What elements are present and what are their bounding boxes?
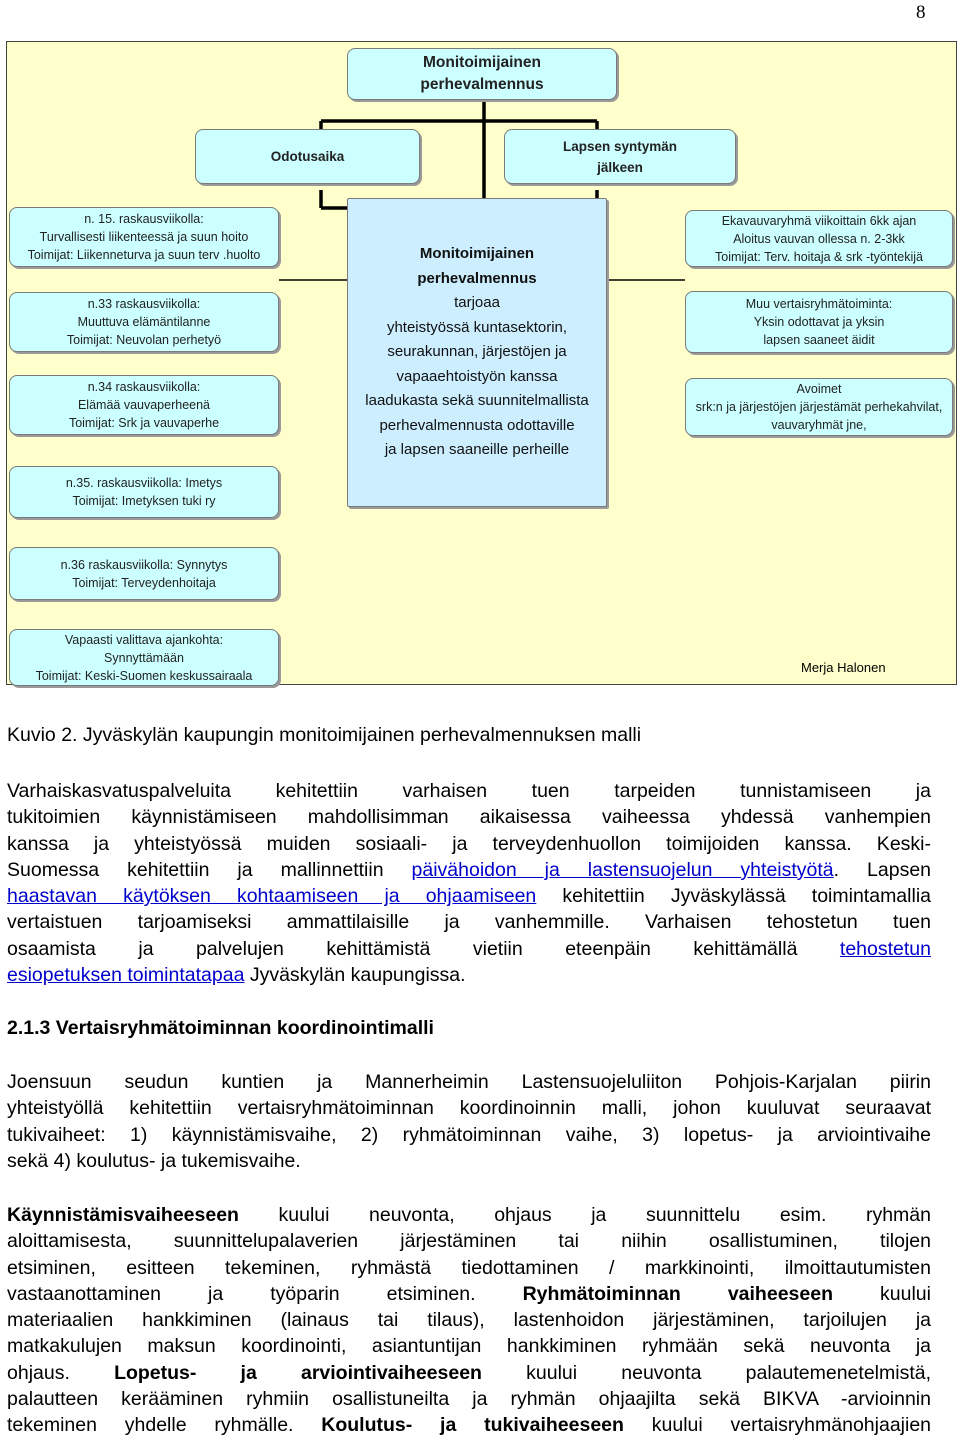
top-box: Monitoimijainen perhevalmennus	[347, 48, 617, 100]
link-intensified-preschool-1[interactable]: tehostetun	[839, 937, 931, 960]
page-number: 8	[916, 2, 926, 23]
pregnancy-box: Odotusaika	[195, 129, 420, 184]
link-challenging-behaviour[interactable]: haastavan käytöksen kohtaamiseen ja ohjaamiseen	[7, 885, 537, 908]
section-heading: 2.1.3 Vertaisryhmätoiminnan koordinointimalli	[7, 1017, 434, 1039]
right-box-peer-groups: Muu vertaisryhmätoiminta: Yksin odottavat ja yksin lapsen saaneet äidit	[685, 291, 953, 353]
diagram-panel	[6, 41, 957, 685]
figure-caption: Kuvio 2. Jyväskylän kaupungin monitoimijainen perhevalmennuksen malli	[7, 724, 642, 746]
diagram-signature: Merja Halonen	[801, 660, 886, 675]
paragraph-early-support: Varhaiskasvatuspalveluita kehitettiin varhaisen tuen tarpeiden tunnistamiseen ja tukitoimien käynnistämiseen mahdollisimman aikaisessa vaiheessa yhdessä vanhempien kanssa ja yhteistyössä muiden sosiaali- ja terveydenhuollon toimijoiden kanssa. Keski- Suomessa kehitettiin ja mallinnettiin päivähoidon ja lastensuojelun yhteistyötä. Lapsen haastavan käytöksen kohtaamiseen ja ohjaamiseen kehitettiin Jyväskylässä toimintamallia vertaistuen tarjoamiseksi ammattilaisille ja vanhemmille. Varhaisen tehostetun tuen osaamista ja palvelujen kehittämistä vietiin eteenpäin kehittämällä tehostetun esiopetuksen toimintatapaa Jyväskylän kaupungissa.	[7, 780, 932, 987]
paragraph-coordination-model: Joensuun seudun kuntien ja Mannerheimin Lastensuojeluliiton Pohjois-Karjalan piirin yhteistyöllä kehitettiin vertaisryhmätoiminnan koordinoinnin malli, johon kuuluvat seuraavat tukivaiheet: 1) käynnistämisvaihe, 2) ryhmätoiminnan vaihe, 3) lopetus- ja arviointivaihe sekä 4) koulutus- ja tukemisvaihe.	[7, 1071, 931, 1172]
right-box-ekavauva: Ekavauvaryhmä viikoittain 6kk ajan Aloitus vauvan ollessa n. 2-3kk Toimijat: Terv. hoitaja & srk -työntekijä	[685, 210, 953, 267]
left-box-week33: n.33 raskausviikolla: Muuttuva elämäntilanne Toimijat: Neuvolan perhetyö	[9, 292, 279, 352]
left-box-week34: n.34 raskausviikolla: Elämää vauvaperheenä Toimijat: Srk ja vauvaperhe	[9, 375, 279, 435]
after-birth-box: Lapsen syntymän jälkeen	[504, 129, 736, 184]
link-intensified-preschool-2[interactable]: esiopetuksen toimintatapaa	[7, 964, 245, 987]
center-box: Monitoimijainen perhevalmennus tarjoaa yhteistyössä kuntasektorin, seurakunnan, järjestöjen ja vapaaehtoistyön kanssa laadukasta sekä suunnitelmallista perhevalmennusta odottaville ja lapsen saaneille perheille	[347, 198, 607, 507]
paragraph-phases: Käynnistämisvaiheeseen kuului neuvonta, ohjaus ja suunnittelu esim. ryhmän aloittamisesta, suunnittelupalaverien järjestäminen tai niihin osallistuminen, tilojen etsiminen, esitteen tekeminen, ryhmästä tiedottaminen / markkinointi, ilmoittautumisten vastaanottaminen ja työparin etsiminen. Ryhmätoiminnan vaiheeseen kuului materiaalien hankkiminen (lainaus tai tilaus), lastenhoidon järjestäminen, tarjoilujen ja matkakulujen maksun koordinointi, asiantuntijan hankkiminen ryhmään sekä neuvonta ja ohjaus. Lopetus- ja arviointivaiheeseen kuului neuvonta palautemenetelmistä, palautteen kerääminen ryhmiin osallistuneilta ja ryhmän ohjaajilta sekä BIKVA -arvioinnin tekeminen yhdelle ryhmälle. Koulutus- ja tukivaiheeseen kuului vertaisryhmänohjaajien	[7, 1204, 932, 1437]
right-box-open: Avoimet srk:n ja järjestöjen järjestämät perhekahvilat, vauvaryhmät jne,	[685, 378, 953, 436]
left-box-week15: n. 15. raskausviikolla: Turvallisesti liikenteessä ja suun hoito Toimijat: Liikenneturva ja suun terv .huolto	[9, 207, 279, 267]
left-box-week36: n.36 raskausviikolla: Synnytys Toimijat: Terveydenhoitaja	[9, 547, 279, 600]
left-box-delivery: Vapaasti valittava ajankohta: Synnyttämään Toimijat: Keski-Suomen keskussairaala	[9, 629, 279, 686]
left-box-week35: n.35. raskausviikolla: Imetys Toimijat: Imetyksen tuki ry	[9, 466, 279, 518]
link-daycare-child-protection[interactable]: päivähoidon ja lastensuojelun yhteistyötä	[411, 858, 834, 881]
